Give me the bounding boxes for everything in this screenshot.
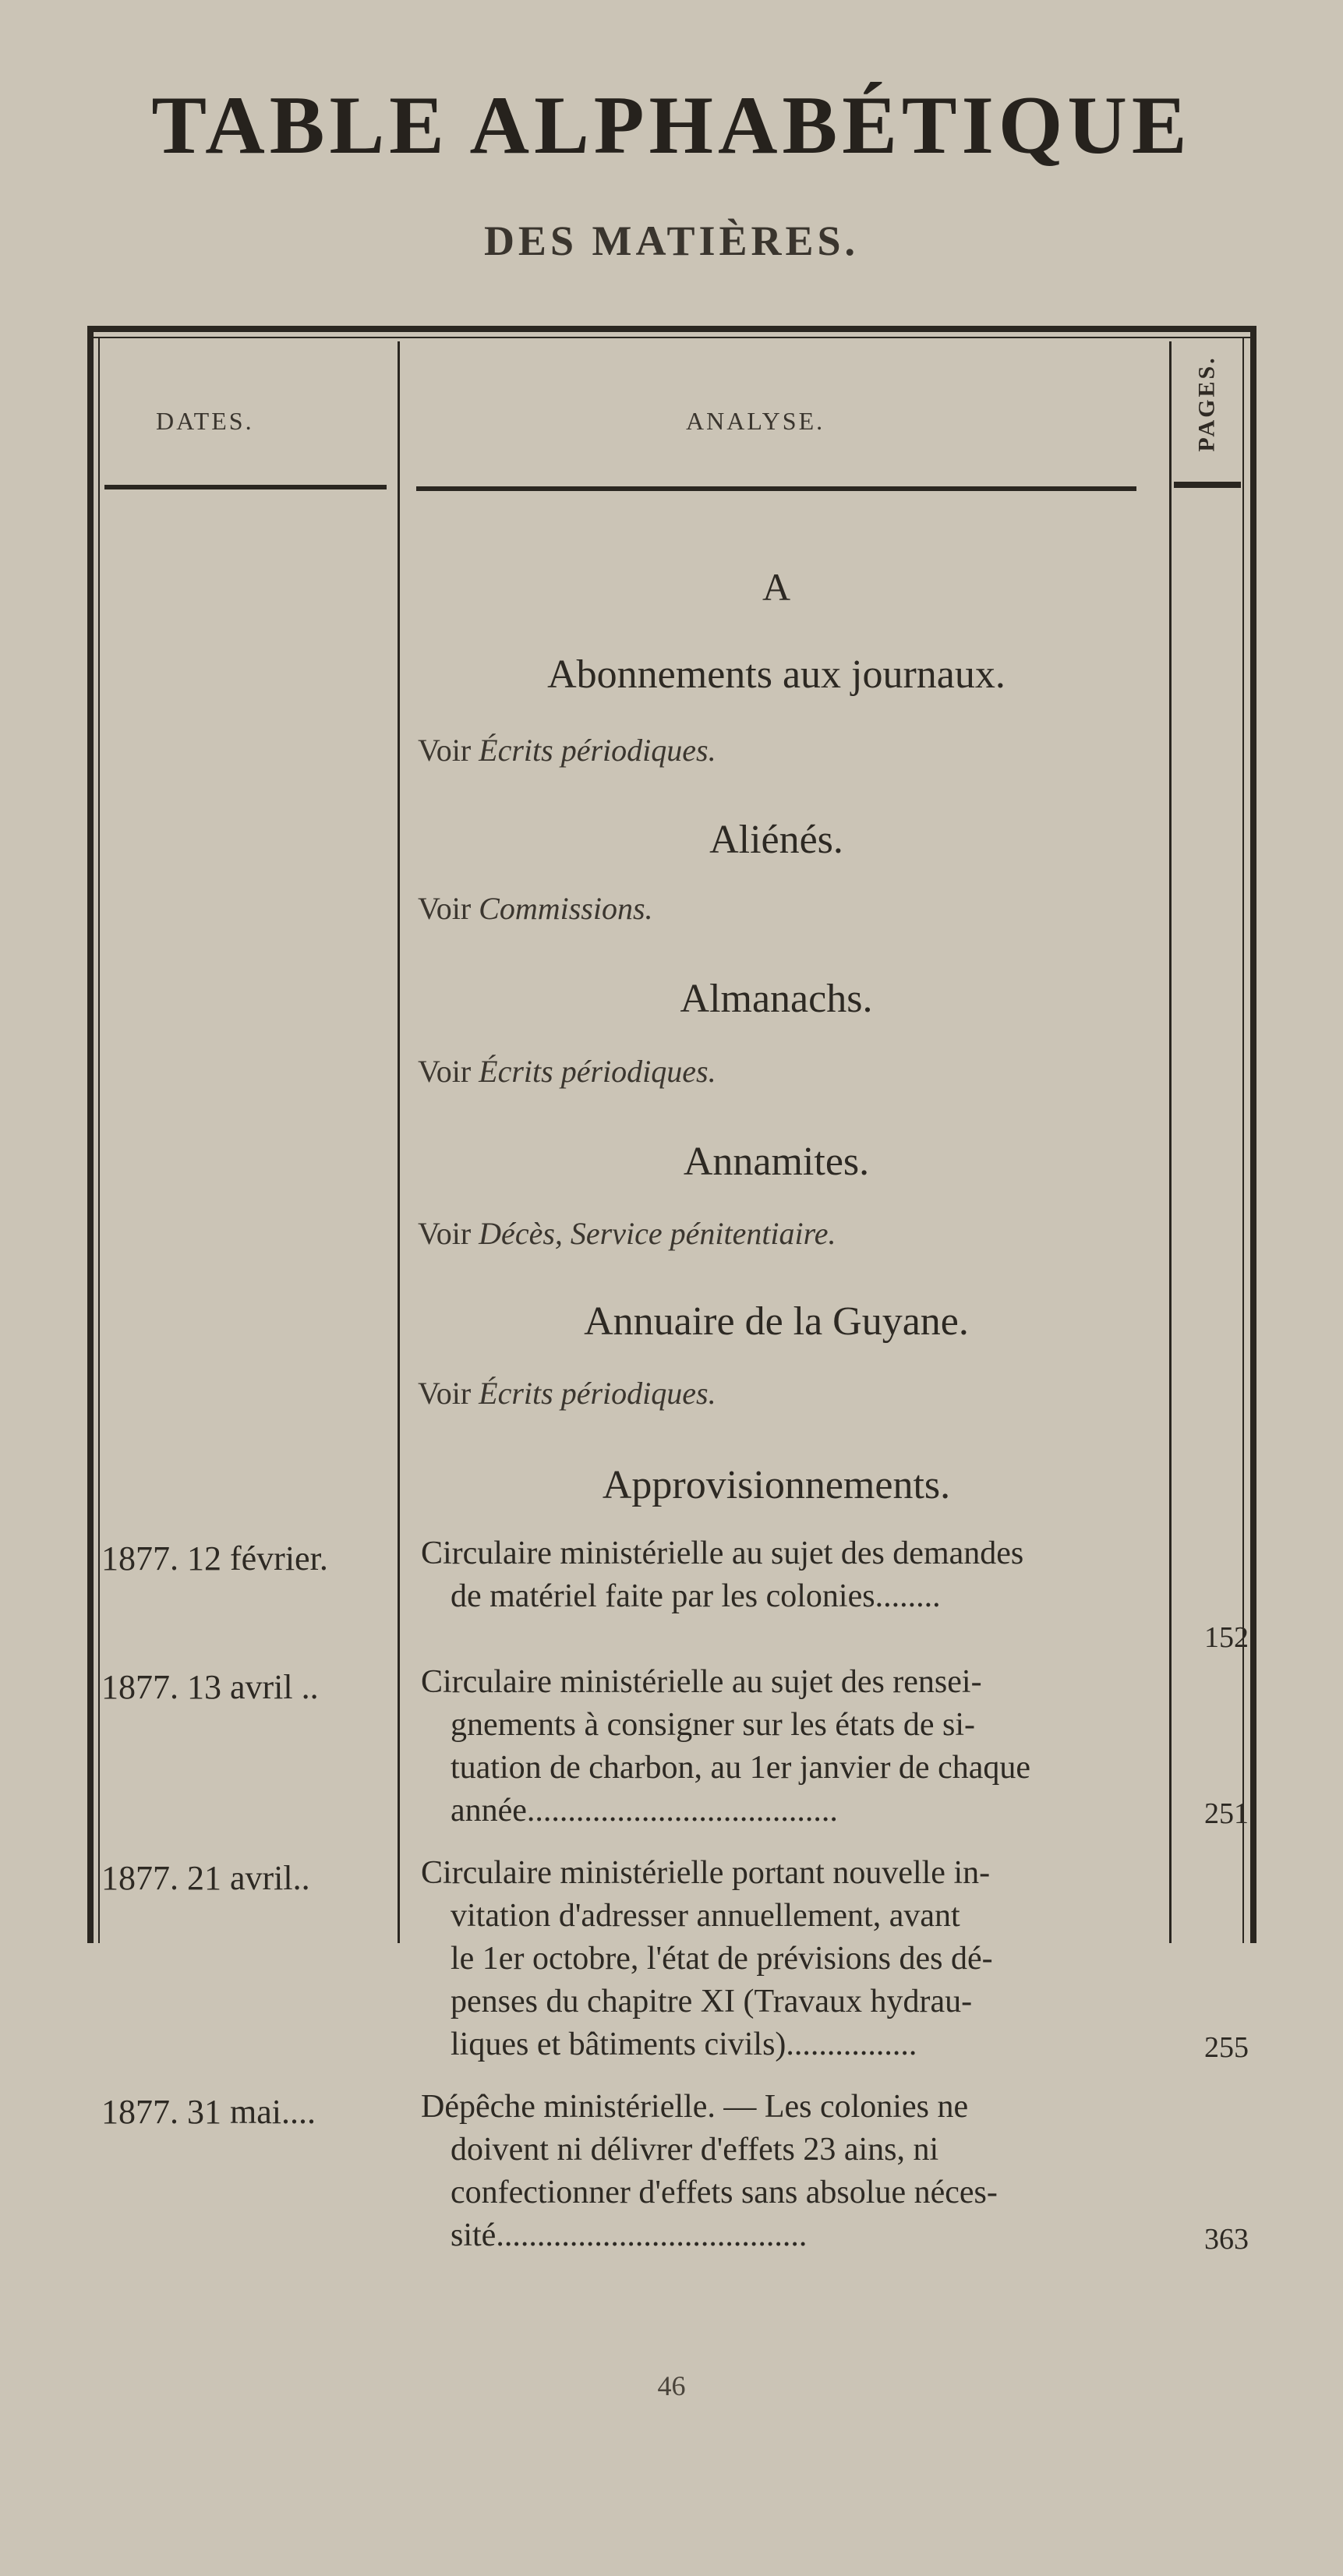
- left-border-inner: [98, 337, 100, 1943]
- pages-divider: [1169, 341, 1172, 1943]
- top-rule-thin: [87, 337, 1256, 338]
- entry-text: Dépêche ministérielle. — Les colonies ne doivent ni délivrer d'effets 23 ains, ni confectionner d'effets sans absolue néces- sité......................................: [421, 2089, 998, 2253]
- entry-text: Circulaire ministérielle au sujet des rensei- gnements à consigner sur les états de si- tuation de charbon, au 1er janvier de chaque année......................................: [421, 1664, 1031, 1829]
- dates-column-header: DATES.: [156, 407, 254, 435]
- entry-page: 255: [1204, 2031, 1249, 2064]
- signature-mark: 46: [657, 2370, 686, 2401]
- heading-almanachs: Almanachs.: [680, 977, 873, 1021]
- left-border: [87, 326, 94, 1943]
- voir-alienes: Voir Commissions.: [418, 891, 653, 926]
- entry-date: 1877. 21 avril..: [101, 1859, 310, 1897]
- page-subtitle: DES MATIÈRES.: [483, 217, 860, 264]
- dates-header-rule: [104, 485, 387, 489]
- right-border-inner: [1242, 337, 1244, 1943]
- pages-column-header: PAGES.: [1194, 355, 1221, 452]
- entry-date: 1877. 12 février.: [101, 1539, 328, 1578]
- entry-page: 363: [1204, 2223, 1249, 2256]
- entry-page: 251: [1204, 1797, 1249, 1830]
- page-title: TABLE ALPHABÉTIQUE: [151, 80, 1192, 171]
- voir-almanachs: Voir Écrits périodiques.: [418, 1054, 716, 1089]
- section-letter: A: [762, 565, 791, 609]
- voir-annuaire: Voir Écrits périodiques.: [418, 1376, 716, 1411]
- entry-page: 152: [1204, 1621, 1249, 1654]
- entry-text: Circulaire ministérielle portant nouvelle in- vitation d'adresser annuellement, avant le 1er octobre, l'état de prévisions des dé- penses du chapitre XI (Travaux hydrau- liques et bâtiments civils)................: [421, 1855, 993, 2062]
- analyse-header-rule: [416, 486, 1136, 491]
- voir-annamites: Voir Décès, Service pénitentiaire.: [418, 1216, 836, 1251]
- pages-header-rule: [1174, 482, 1241, 488]
- entry-date: 1877. 13 avril ..: [101, 1668, 319, 1706]
- voir-abonnements: Voir Écrits périodiques.: [418, 733, 716, 768]
- heading-annamites: Annamites.: [683, 1140, 870, 1184]
- analyse-column-header: ANALYSE.: [686, 407, 825, 435]
- heading-alienes: Aliénés.: [709, 818, 843, 862]
- dates-divider: [398, 341, 400, 1943]
- right-border: [1250, 326, 1256, 1943]
- heading-abonnements: Abonnements aux journaux.: [547, 652, 1005, 697]
- entry-date: 1877. 31 mai....: [101, 2093, 316, 2131]
- heading-approvisionnements: Approvisionnements.: [602, 1463, 951, 1507]
- heading-annuaire: Annuaire de la Guyane.: [584, 1299, 969, 1344]
- top-rule-thick: [87, 326, 1256, 332]
- entry-text: Circulaire ministérielle au sujet des demandes de matériel faite par les colonies........: [421, 1535, 1024, 1614]
